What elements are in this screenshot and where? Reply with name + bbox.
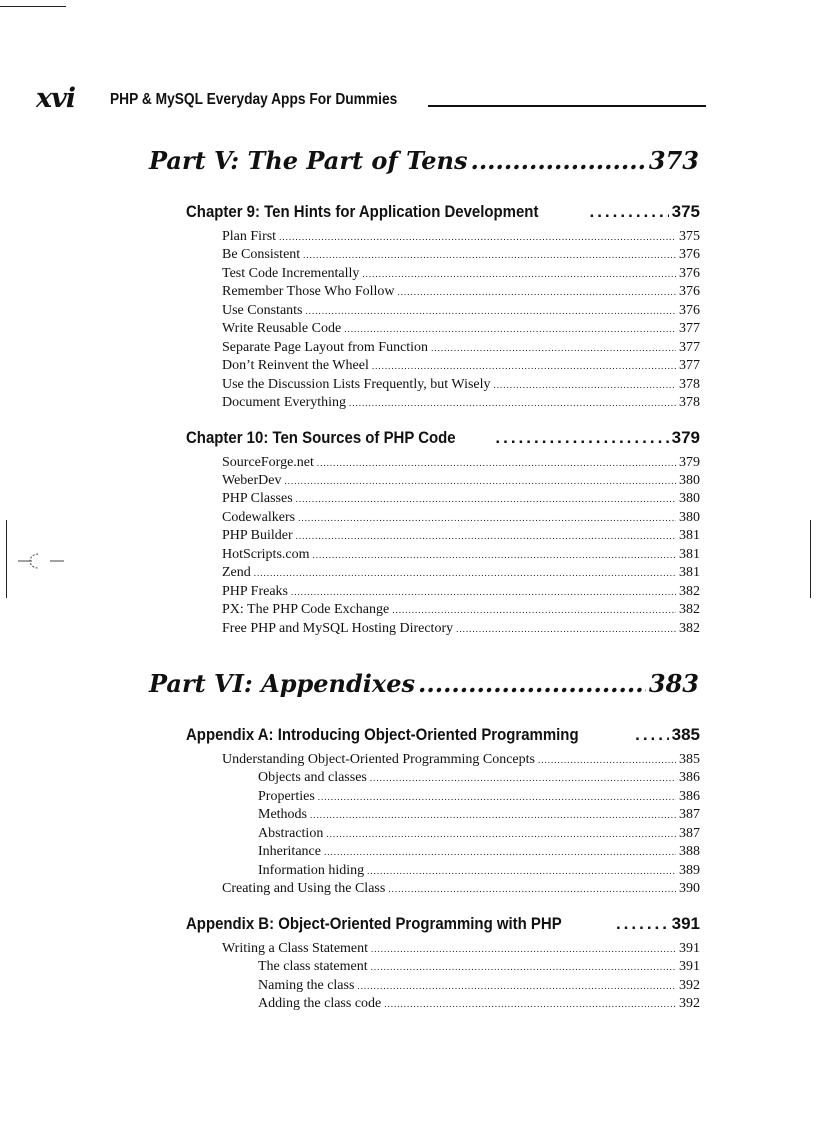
toc-entry-title: PHP Freaks	[222, 583, 288, 599]
chapter-heading-title: Chapter 9: Ten Hints for Application Development	[186, 202, 539, 221]
toc-subentry-page: 386	[679, 788, 700, 804]
margin-rule-right	[810, 520, 811, 598]
toc-entry-page: 376	[679, 265, 700, 281]
toc-entry[interactable]	[222, 564, 700, 583]
toc-subentry-title: Abstraction	[258, 825, 324, 841]
toc-entry-title: Use Constants	[222, 302, 303, 318]
toc-subentry[interactable]	[258, 788, 700, 807]
dot-leader	[494, 376, 676, 395]
toc-subentry-title: Information hiding	[258, 862, 365, 878]
dot-leader	[317, 454, 676, 473]
running-header	[36, 84, 706, 114]
toc-entry-title: PHP Classes	[222, 491, 293, 507]
dot-leader	[388, 880, 676, 899]
chapter-heading[interactable]	[186, 201, 700, 223]
dot-leader	[398, 283, 676, 302]
part-heading[interactable]	[149, 670, 699, 698]
dot-leader	[285, 472, 676, 491]
toc-subentry-page: 392	[679, 995, 700, 1011]
toc-subentry[interactable]	[258, 843, 700, 862]
part-heading-title: Part VI: Appendixes	[149, 669, 415, 698]
toc-subentry[interactable]	[258, 995, 700, 1014]
chapter-heading-page: 385	[671, 725, 700, 744]
chapter-heading-title: Appendix A: Introducing Object-Oriented Programming	[186, 725, 579, 744]
part-heading[interactable]	[149, 147, 699, 175]
toc-entry-title: Test Code Incrementally	[222, 265, 360, 281]
toc-entry-page: 382	[679, 602, 700, 618]
toc-entry-page: 382	[679, 620, 700, 636]
crop-mark-top	[0, 6, 66, 7]
dot-leader	[303, 246, 676, 265]
toc-entry-title: Be Consistent	[222, 247, 301, 263]
dot-leader	[318, 788, 676, 807]
dot-leader	[431, 339, 676, 358]
chapter-heading[interactable]	[186, 724, 700, 746]
toc-entry-page: 391	[679, 940, 700, 956]
dot-leader	[344, 320, 676, 339]
toc-entry[interactable]	[222, 546, 700, 565]
dot-leader	[589, 201, 668, 223]
dot-leader	[326, 825, 676, 844]
dot-leader	[495, 427, 668, 449]
chapter-heading-page: 375	[671, 202, 700, 221]
toc-entry-title: HotScripts.com	[222, 546, 310, 562]
toc-entry-title: Write Reusable Code	[222, 321, 342, 337]
part-heading-title: Part V: The Part of Tens	[149, 146, 468, 175]
toc-subentry-page: 388	[679, 844, 700, 860]
toc-entry-page: 380	[679, 491, 700, 507]
toc-subentry-title: Objects and classes	[258, 770, 367, 786]
toc-subentry-page: 386	[679, 770, 700, 786]
toc-subentry-title: Methods	[258, 807, 307, 823]
toc-entry-page: 376	[679, 247, 700, 263]
toc-entry[interactable]	[222, 620, 700, 639]
dot-leader	[254, 564, 676, 583]
dot-leader	[616, 913, 669, 935]
dot-leader	[418, 670, 646, 698]
toc-entry-page: 381	[679, 528, 700, 544]
toc-subentry[interactable]	[258, 958, 700, 977]
toc-entry[interactable]	[222, 472, 700, 491]
toc-subentry[interactable]	[258, 862, 700, 881]
dot-leader	[279, 228, 676, 247]
toc-entry-title: Understanding Object-Oriented Programming Concepts	[222, 752, 535, 767]
toc-entry-page: 385	[679, 752, 700, 767]
toc-entry-page: 376	[679, 284, 700, 300]
toc-entry[interactable]	[222, 751, 700, 770]
dot-leader	[371, 940, 676, 959]
dot-leader	[291, 583, 676, 602]
toc-entry-page: 375	[679, 229, 700, 244]
toc-entry-title: PHP Builder	[222, 528, 293, 544]
dot-leader	[306, 302, 677, 321]
dot-leader	[313, 546, 677, 565]
toc-entry-title: PX: The PHP Code Exchange	[222, 602, 390, 618]
toc-entry-page: 377	[679, 321, 700, 337]
toc-entry-page: 381	[679, 565, 700, 581]
header-rule	[428, 105, 706, 107]
toc-entry-title: Zend	[222, 565, 251, 581]
dot-leader	[456, 620, 676, 639]
toc-entry-title: Document Everything	[222, 395, 347, 411]
toc-entry[interactable]	[222, 509, 700, 528]
toc-entry-title: Plan First	[222, 229, 277, 244]
dot-leader	[298, 509, 676, 528]
toc-subentry-page: 387	[679, 807, 700, 823]
toc-entry-page: 378	[679, 376, 700, 392]
dot-leader	[371, 958, 676, 977]
part-heading-page: 383	[648, 669, 699, 698]
toc-entry[interactable]	[222, 527, 700, 546]
dot-leader	[324, 843, 676, 862]
toc-entry-title: SourceForge.net	[222, 454, 314, 470]
toc-entry-page: 382	[679, 583, 700, 599]
dot-leader	[372, 357, 676, 376]
toc-entry-page: 376	[679, 302, 700, 318]
toc-entry[interactable]	[222, 583, 700, 602]
chapter-heading-title: Appendix B: Object-Oriented Programming with PHP	[186, 913, 562, 933]
dot-leader	[538, 751, 676, 770]
dot-leader	[362, 265, 676, 284]
toc-subentry[interactable]	[258, 806, 700, 825]
chapter-heading-page: 391	[671, 913, 700, 933]
chapter-heading[interactable]	[186, 913, 700, 935]
toc-entry-title: Use the Discussion Lists Frequently, but Wisely	[222, 376, 491, 392]
dot-leader	[349, 394, 676, 413]
toc-entry[interactable]	[222, 454, 700, 473]
toc-entry-title: WeberDev	[222, 472, 282, 488]
toc-entry-page: 380	[679, 509, 700, 525]
toc-entry-page: 390	[679, 881, 700, 897]
toc-entry-page: 379	[679, 454, 700, 470]
toc-subentry-page: 391	[679, 959, 700, 975]
toc-subentry-page: 392	[679, 977, 700, 993]
toc-subentry-title: Adding the class code	[258, 995, 382, 1011]
toc-entry[interactable]	[222, 394, 700, 413]
dot-leader	[392, 601, 676, 620]
toc-entry-title: Remember Those Who Follow	[222, 284, 395, 300]
chapter-heading-page: 379	[671, 427, 700, 447]
toc-entry-title: Creating and Using the Class	[222, 881, 386, 897]
toc-entry[interactable]	[222, 357, 700, 376]
toc-subentry-title: Properties	[258, 788, 315, 804]
dot-leader	[310, 806, 676, 825]
toc-entry[interactable]	[222, 376, 700, 395]
toc-entry[interactable]	[222, 246, 700, 265]
toc-entry[interactable]	[222, 339, 700, 358]
registration-mark-icon	[18, 548, 66, 572]
page-number: xvi	[36, 83, 76, 114]
book-title: PHP & MySQL Everyday Apps For Dummies	[110, 91, 398, 108]
dot-leader	[367, 862, 676, 881]
toc-entry-title: Writing a Class Statement	[222, 940, 369, 956]
toc-subentry-title: Naming the class	[258, 977, 355, 993]
dot-leader	[357, 977, 676, 996]
toc-entry-title: Don’t Reinvent the Wheel	[222, 358, 369, 374]
dot-leader	[635, 724, 669, 746]
toc-entry-page: 381	[679, 546, 700, 562]
toc-subentry-title: The class statement	[258, 959, 368, 975]
toc-entry-title: Codewalkers	[222, 509, 296, 525]
toc-entry[interactable]	[222, 228, 700, 247]
part-heading-page: 373	[648, 146, 699, 175]
toc-entry[interactable]	[222, 265, 700, 284]
toc-entry[interactable]	[222, 302, 700, 321]
margin-rule-left	[6, 520, 7, 598]
toc-entry-title: Free PHP and MySQL Hosting Directory	[222, 620, 454, 636]
toc-subentry[interactable]	[258, 977, 700, 996]
toc-entry[interactable]	[222, 601, 700, 620]
dot-leader	[370, 769, 676, 788]
dot-leader	[296, 527, 676, 546]
dot-leader	[384, 995, 676, 1014]
toc-subentry[interactable]	[258, 825, 700, 844]
chapter-heading-title: Chapter 10: Ten Sources of PHP Code	[186, 427, 456, 447]
toc-entry-page: 377	[679, 339, 700, 355]
toc-entry[interactable]	[222, 490, 700, 509]
toc-entry[interactable]	[222, 940, 700, 959]
toc-entry[interactable]	[222, 880, 700, 899]
toc-entry[interactable]	[222, 320, 700, 339]
toc-entry-page: 377	[679, 358, 700, 374]
toc-entry-page: 378	[679, 395, 700, 411]
dot-leader	[296, 490, 676, 509]
toc-entry[interactable]	[222, 283, 700, 302]
toc-entry-title: Separate Page Layout from Function	[222, 339, 429, 355]
toc-subentry-page: 389	[679, 862, 700, 878]
toc-subentry-title: Inheritance	[258, 844, 321, 860]
dot-leader	[470, 147, 645, 175]
toc-subentry-page: 387	[679, 825, 700, 841]
chapter-heading[interactable]	[186, 427, 700, 449]
toc-entry-page: 380	[679, 472, 700, 488]
toc-subentry[interactable]	[258, 769, 700, 788]
